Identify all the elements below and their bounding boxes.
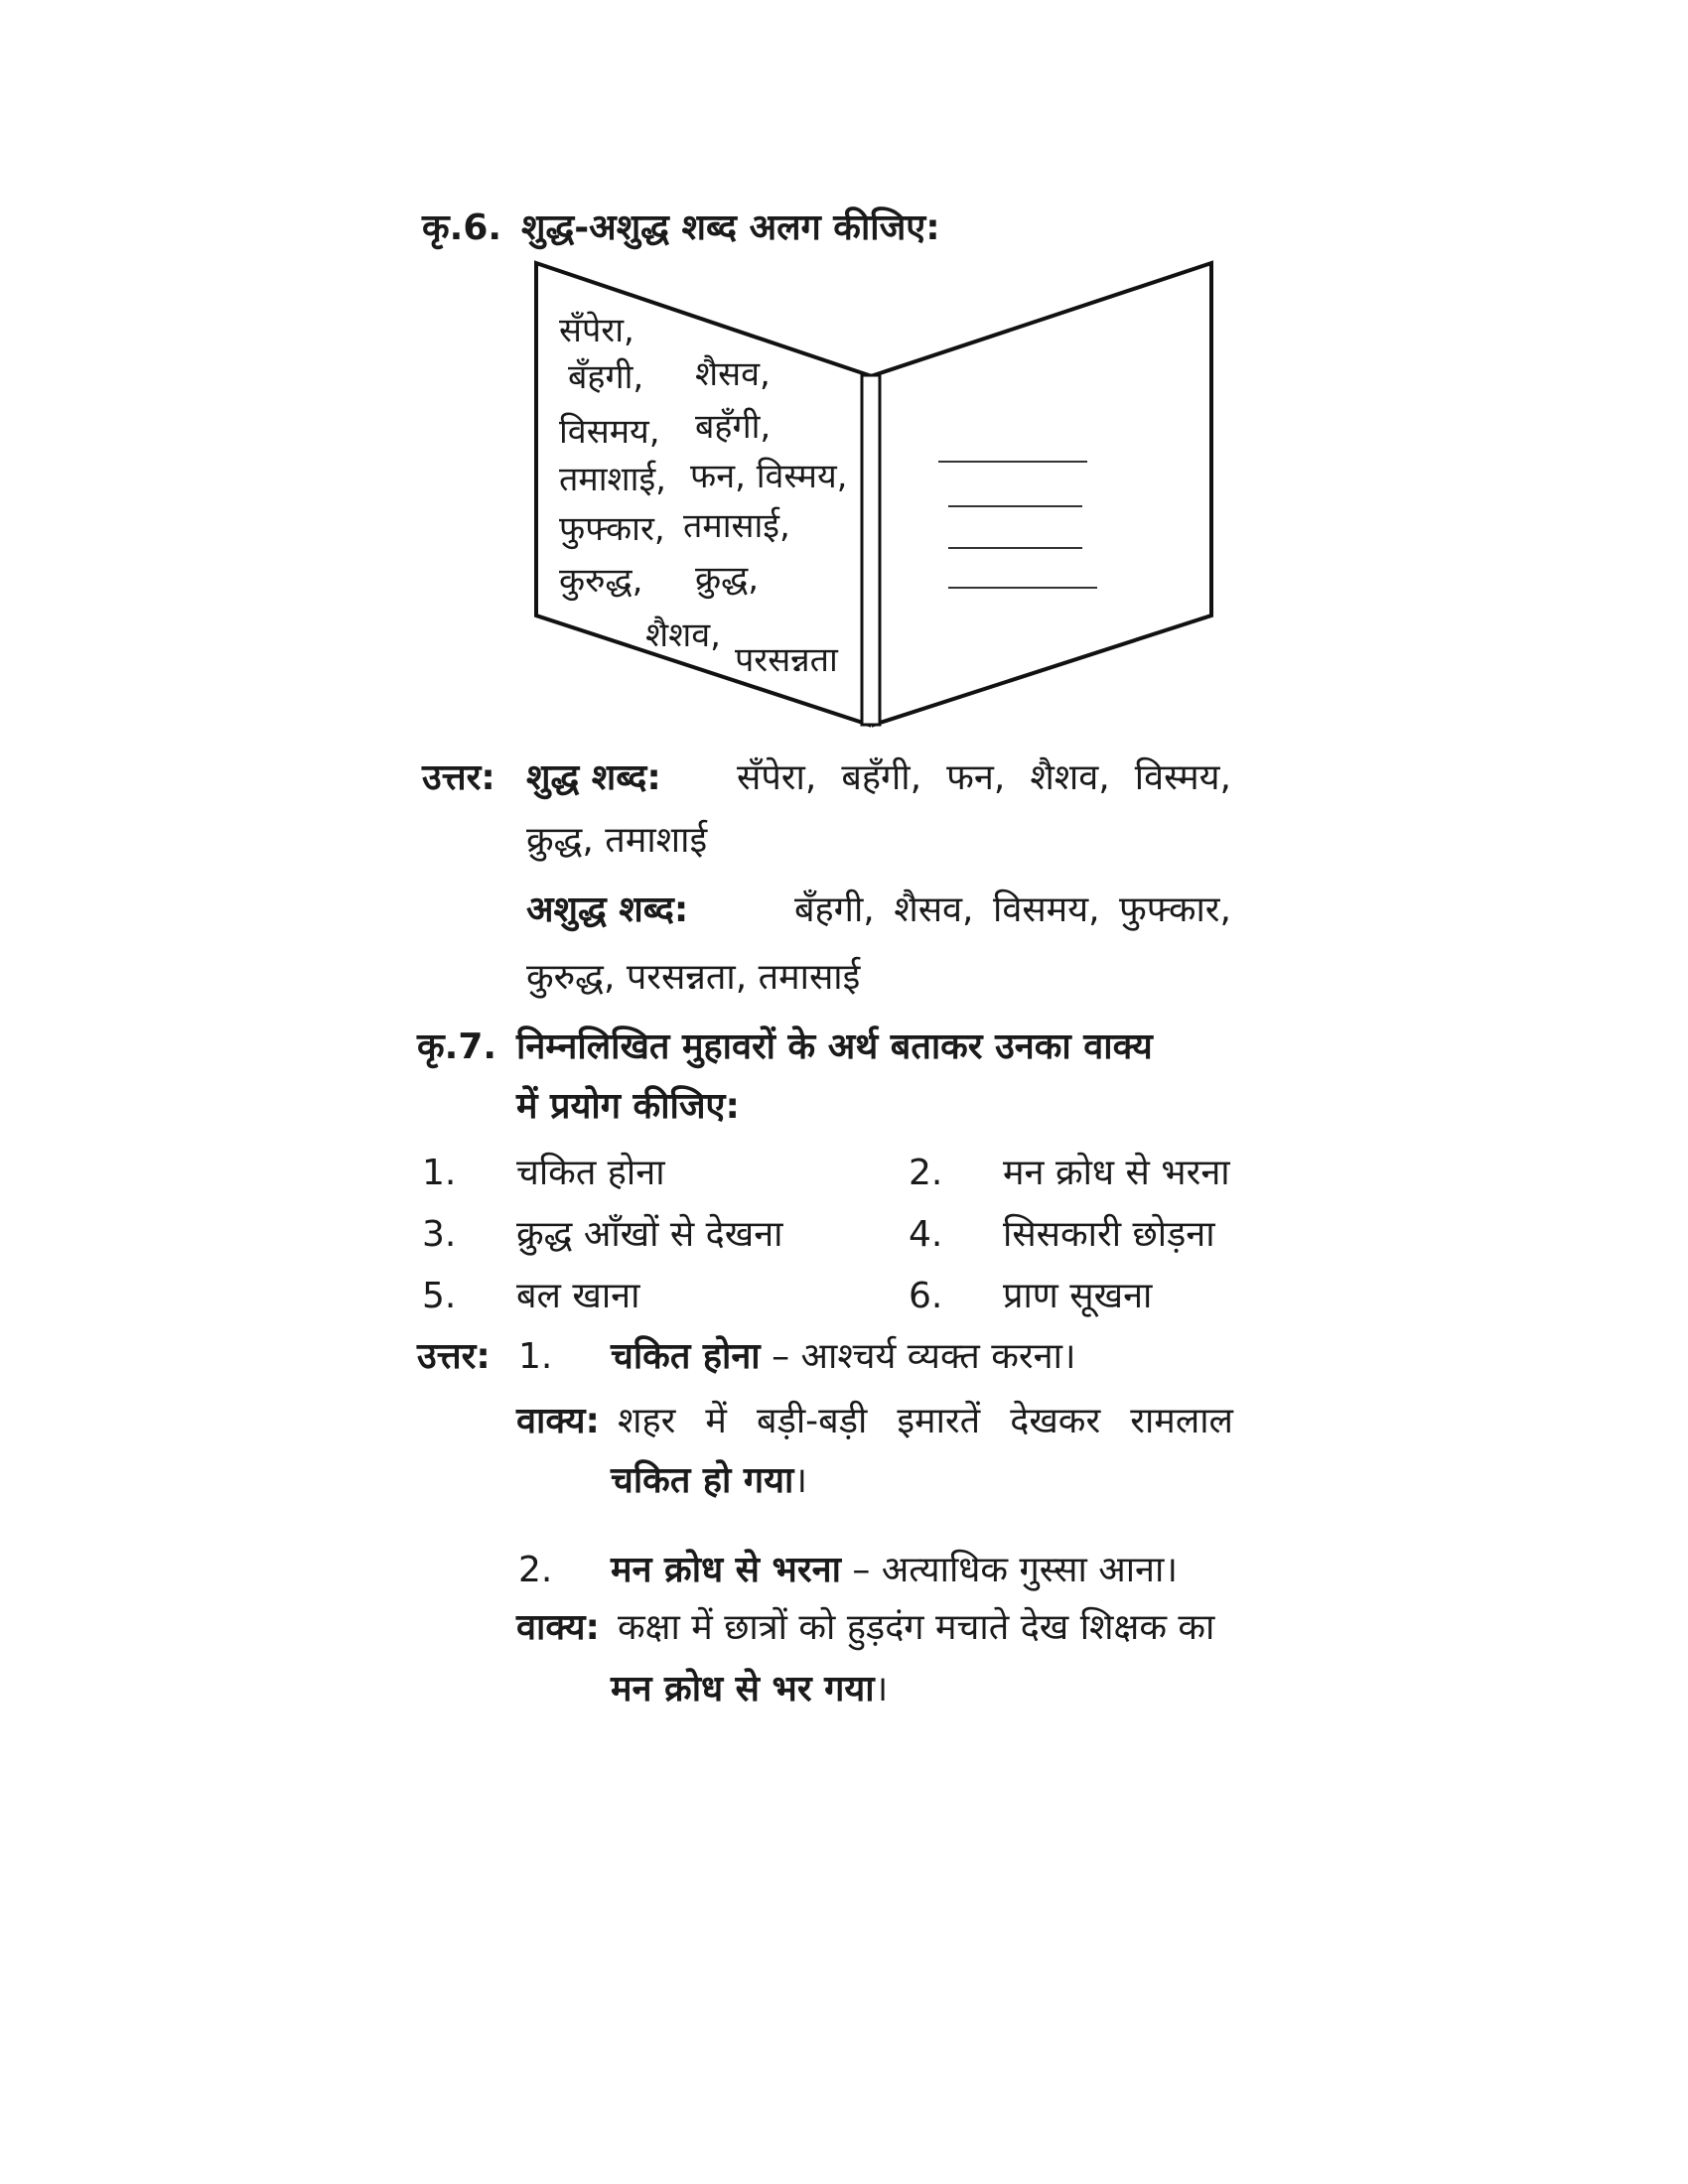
idiom-number: 6. [909,1276,943,1316]
idiom-bold: मन क्रोध से भरना [611,1550,841,1590]
idiom-meaning: – आश्चर्य व्यक्त करना। [760,1336,1076,1377]
q7-title-line2: में प्रयोग कीजिए: [516,1086,740,1127]
book-word: तमासाई, [683,506,790,546]
word: में [705,1401,727,1441]
answer-2-line [611,1549,1178,1591]
idiom-number: 1. [422,1153,457,1193]
sentence-label: वाक्य: [516,1607,600,1648]
book-word: कुरुद्ध, [559,561,643,601]
idiom-number: 2. [909,1153,943,1193]
word: बड़ी-बड़ी [757,1401,868,1441]
ashuddh-label: अशुद्ध शब्द: [526,889,689,930]
word: शैसव, [894,889,974,930]
q6-title: शुद्ध-अशुद्ध शब्द अलग कीजिए: [521,207,940,248]
book-word: बहँगी, [695,407,772,447]
word: बँहगी, [794,889,875,930]
sentence-1-line2 [611,1459,807,1502]
sentence-end: । [793,1460,807,1501]
idiom-item: क्रुद्ध आँखों से देखना [516,1214,783,1255]
q7-label: कृ.7. [417,1026,497,1067]
sentence-bold: मन क्रोध से भर गया [611,1669,875,1709]
book-word: फन, विस्मय, [690,457,848,496]
word: रामलाल [1130,1401,1233,1441]
book-word: क्रुद्ध, [695,559,760,599]
book-word: विसमय, [559,412,660,452]
shuddh-label: शुद्ध शब्द: [526,757,661,798]
book-right-page [874,263,1211,725]
sentence-end: । [874,1669,889,1709]
word: फन, [946,757,1006,798]
book-spine [862,375,880,725]
answer-1-line [611,1335,1076,1378]
idiom-meaning: – अत्याधिक गुस्सा आना। [840,1550,1178,1590]
shuddh-words-line1 [737,756,1231,799]
word: देखकर [1010,1401,1101,1441]
word: सँपेरा, [737,757,817,798]
idiom-number: 3. [422,1214,457,1255]
sentence-1-line1 [618,1400,1233,1442]
idiom-number: 5. [422,1276,457,1316]
word: विस्मय, [1134,757,1231,798]
answer-number: 2. [518,1550,553,1590]
q6-label: कृ.6. [422,207,502,248]
idiom-item: मन क्रोध से भरना [1003,1153,1230,1193]
word: बहँगी, [841,757,922,798]
idiom-item: प्राण सूखना [1003,1276,1153,1316]
sentence-2-line2 [611,1668,888,1710]
answer-label: उत्तर: [422,757,495,798]
book-word: शैशव, [645,615,721,655]
answer-number: 1. [518,1336,553,1377]
word: विसमय, [993,889,1100,930]
q7-title-line1: निम्नलिखित मुहावरों के अर्थ बताकर उनका वाक्य [516,1026,1153,1067]
ashuddh-words-line1 [794,888,1231,931]
idiom-item: सिसकारी छोड़ना [1003,1214,1215,1255]
idiom-item: चकित होना [516,1153,665,1193]
book-word: बँहगी, [568,357,644,397]
book-word: फुफ्कार, [559,509,665,549]
ashuddh-words-line2: कुरुद्ध, परसन्नता, तमासाई [526,957,861,998]
book-word: परसन्नता [735,640,838,680]
book-word: शैसव, [695,354,771,394]
idiom-bold: चकित होना [611,1336,761,1377]
sentence-2-line1: कक्षा में छात्रों को हुड़दंग मचाते देख शिक्षक का [618,1607,1215,1648]
word: इमारतें [897,1401,981,1441]
idiom-item: बल खाना [516,1276,640,1316]
idiom-number: 4. [909,1214,943,1255]
sentence-label: वाक्य: [516,1401,600,1441]
sentence-bold: चकित हो गया [611,1460,794,1501]
book-word: सँपेरा, [559,311,634,350]
book-word: तमाशाई, [559,460,666,499]
word: शैशव, [1030,757,1110,798]
shuddh-words-line2: क्रुद्ध, तमाशाई [526,820,708,861]
word: शहर [618,1401,676,1441]
answer-label: उत्तर: [417,1336,491,1377]
word: फुफ्कार, [1119,889,1231,930]
